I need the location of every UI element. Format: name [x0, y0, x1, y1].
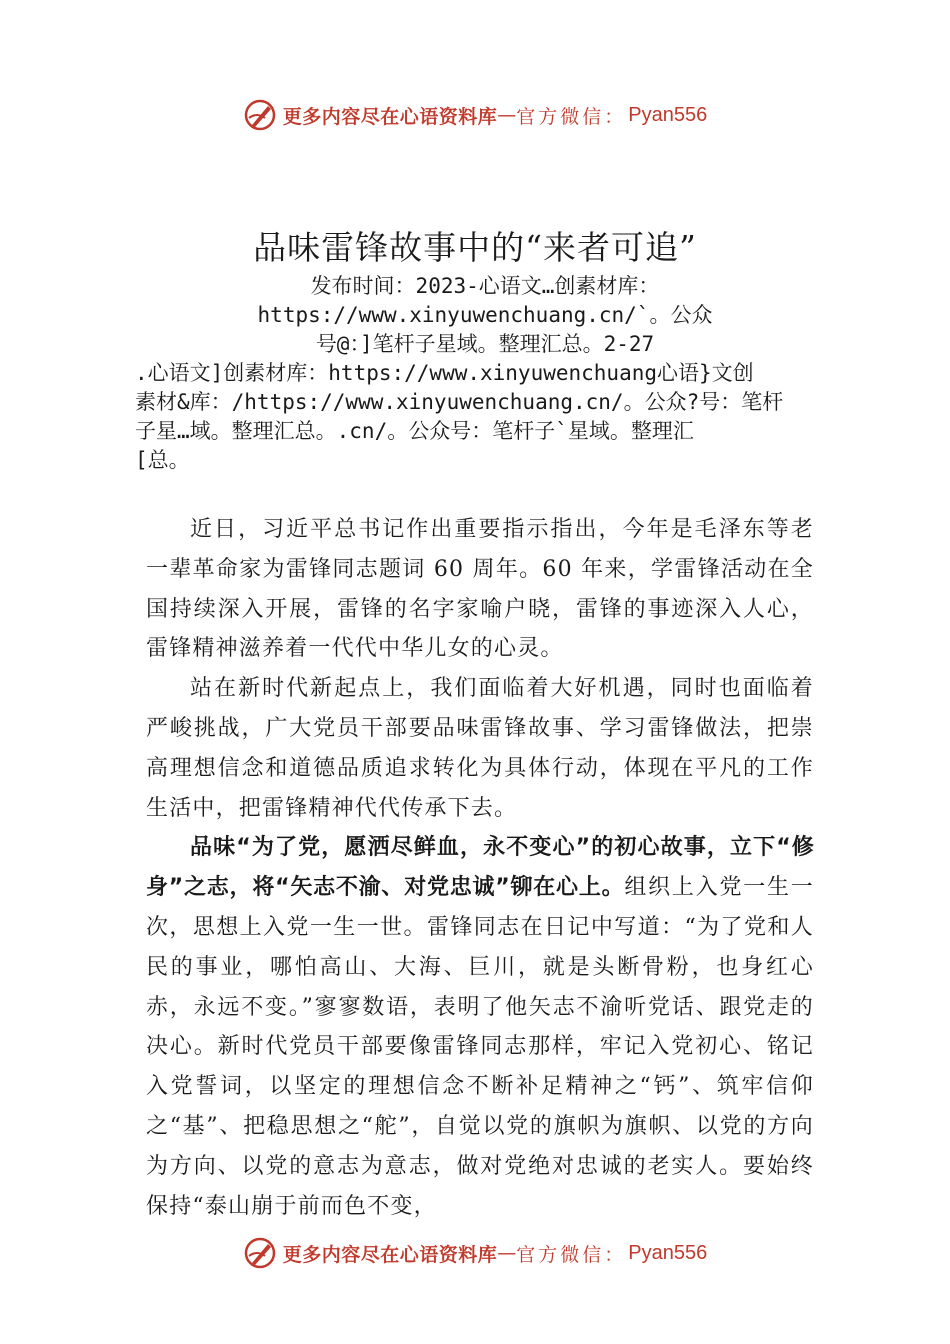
meta-line: .心语文]创素材库：https://www.xinyuwenchuang心语}文创 — [135, 361, 754, 385]
meta-block — [135, 272, 835, 475]
page-title: 品味雷锋故事中的“来者可追” — [253, 228, 697, 268]
banner-text: 更多内容尽在心语资料库 — [282, 105, 498, 128]
banner-wechat-label: 官方微信： — [516, 1243, 627, 1266]
paragraph: 近日，习近平总书记作出重要指示指出，今年是毛泽东等老一辈革命家为雷锋同志题词 60 周年。60 年来，学雷锋活动在全国持续深入开展，雷锋的名字家喻户晓，雷锋的事迹深入人心，雷锋精神滋养着一代代中华儿女的心灵。 — [146, 517, 814, 662]
paragraph: 站在新时代新起点上，我们面临着大好机遇，同时也面临着严峻挑战，广大党员干部要品味雷锋故事、学习雷锋做法，把崇高理想信念和道德品质追求转化为具体行动，体现在平凡的工作生活中，把雷锋精神代代传承下去。 — [146, 676, 814, 821]
banner-dash: — — [497, 1242, 517, 1264]
pen-logo-icon — [243, 98, 277, 132]
banner-dash: — — [497, 104, 517, 126]
header-banner — [0, 95, 950, 135]
banner-text: 更多内容尽在心语资料库 — [282, 1243, 498, 1266]
banner-wechat-id: Pyan556 — [628, 103, 708, 126]
banner-wechat-id: Pyan556 — [628, 1241, 708, 1264]
meta-line: 发布时间：2023-心语文…创素材库： — [310, 274, 660, 298]
banner-wechat-label: 官方微信： — [516, 105, 627, 128]
meta-line: 素材&库：/https://www.xinyuwenchuang.cn/。公众?号：笔杆 — [135, 390, 784, 414]
section-paragraph — [146, 828, 814, 1226]
section-body: 组织上入党一生一次，思想上入党一生一世。雷锋同志在日记中写道：“为了党和人民的事业，哪怕高山、大海、巨川，就是头断骨粉，也身红心赤，永远不变。”寥寥数语，表明了他矢志不渝听党话、跟党走的决心。新时代党员干部要像雷锋同志那样，牢记入党初心、铭记入党誓词，以坚定的理想信念不断补足精神之“钙”、筑牢信仰之“基”、把稳思想之“舵”，自觉以党的旗帜为旗帜、以党的方向为方向、以党的意志为意志，做对党绝对忠诚的老实人。要始终保持“泰山崩于前而色不变， — [146, 875, 815, 1219]
meta-line: https://www.xinyuwenchuang.cn/`。公众 — [257, 303, 713, 327]
article-body — [146, 510, 814, 1226]
meta-line: 号@：]笔杆子星域。整理汇总。2-27 — [315, 332, 655, 356]
meta-line: [总。 — [135, 448, 190, 472]
footer-banner — [0, 1233, 950, 1273]
meta-line: 子星…域。整理汇总。.cn/。公众号：笔杆子`星域。整理汇 — [135, 419, 694, 443]
pen-logo-icon — [243, 1236, 277, 1270]
section-heading: 品味“为了党，愿洒尽鲜血，永不变心”的初心故事，立下“修身”之志，将“矢志不渝、对党忠诚”铆在心上。 — [146, 835, 814, 901]
